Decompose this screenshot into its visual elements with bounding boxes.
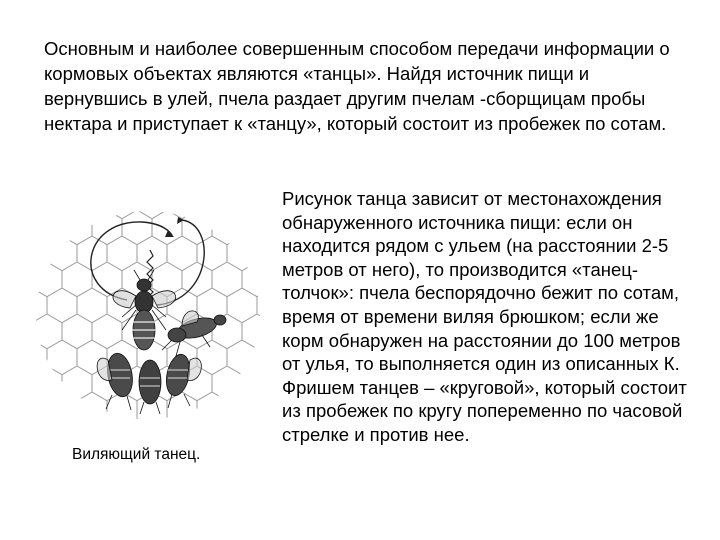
figure-caption: Виляющий танец. [72,446,201,463]
honeycomb-bees-illustration [32,210,264,435]
waggle-dance-figure [32,210,264,435]
intro-paragraph: Основным и наиболее совершенным способом передачи информации о кормовых объектах являются «танцы». Найдя источник пищи и вернувшись в улей, пчела раздает другим пчелам -сборщицам пробы нектара и приступает к «танцу», который состоит из пробежек по сотам. [44,38,670,134]
body-paragraph: Рисунок танца зависит от местонахождения обнаруженного источника пищи: если он находится рядом с ульем (на расстоянии 2-5 метров от него), то производится «танец-толчок»: пчела беспорядочно бежит по сотам, время от времени виляя брюшком; если же корм обнаружен на расстоянии до 100 метров от улья, то выполняется один из описанных К. Фришем танцев – «круговой», который состоит из пробежек по кругу попеременно по часовой стрелке и против нее. [282,188,687,445]
